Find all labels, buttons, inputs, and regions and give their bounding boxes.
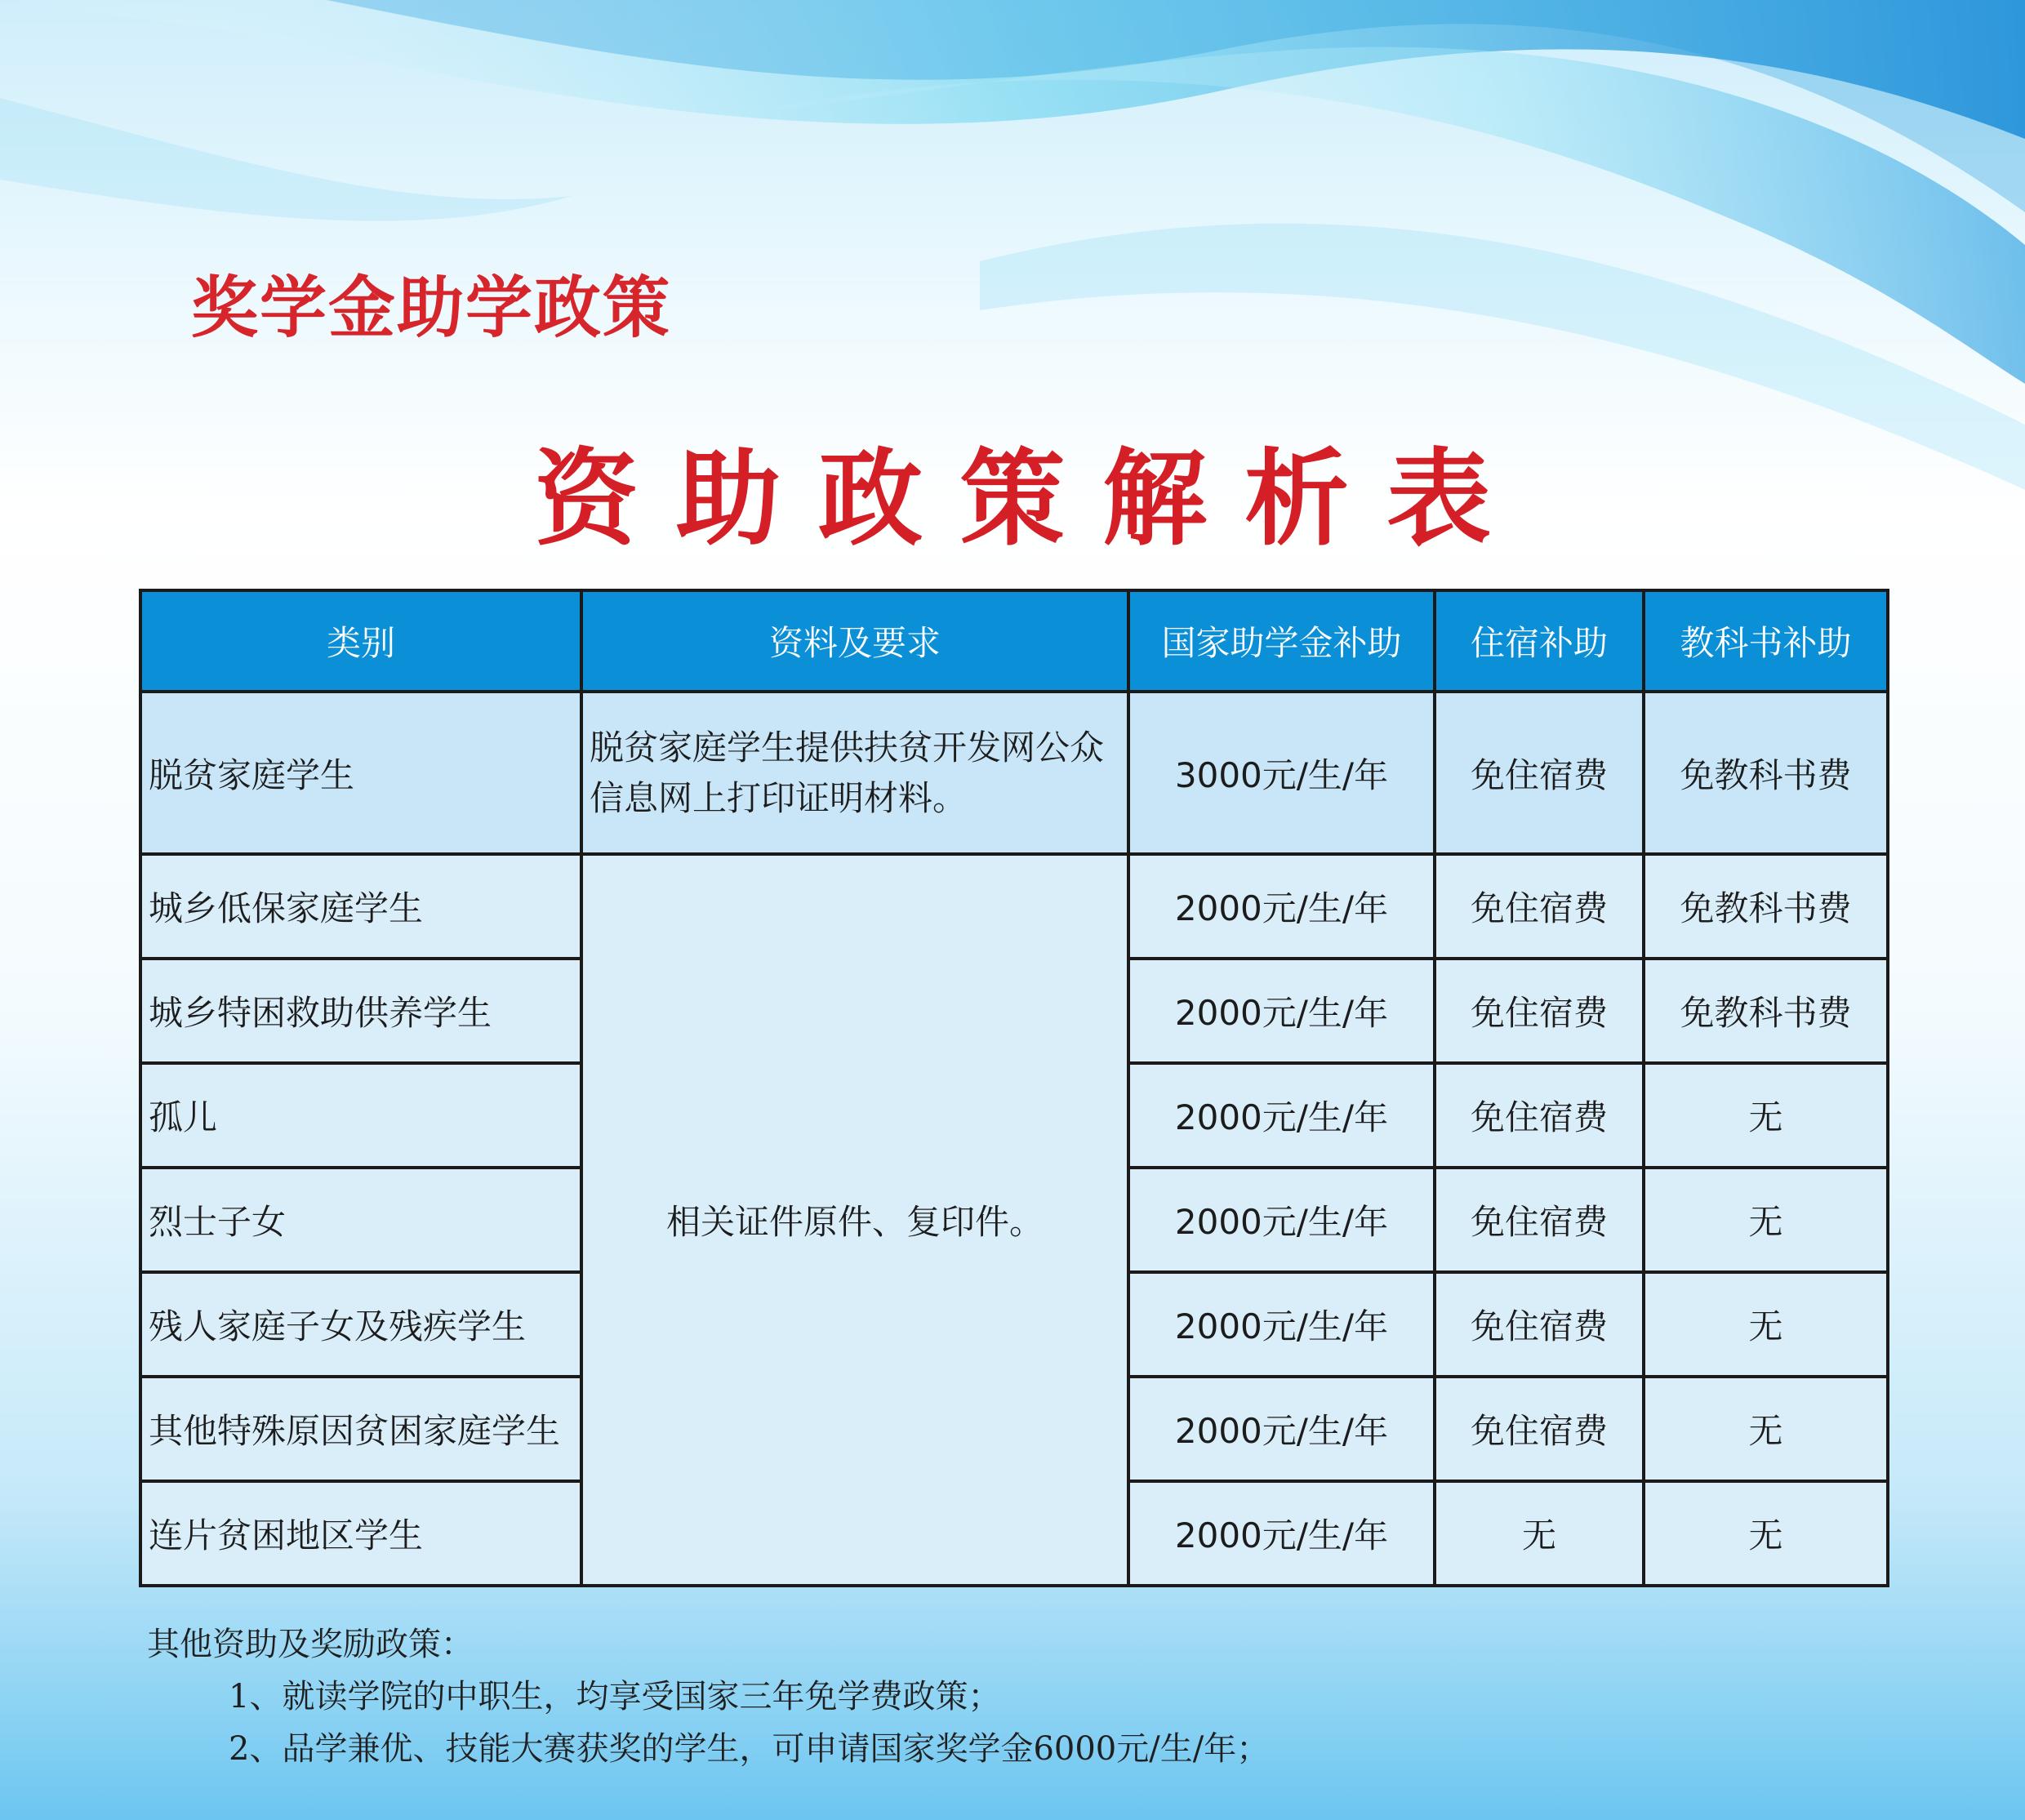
header-housing: 住宿补助 [1435, 590, 1644, 692]
cell-textbook: 无 [1644, 1481, 1888, 1586]
cell-textbook: 免教科书费 [1644, 854, 1888, 959]
note-item: 1、就读学院的中职生，均享受国家三年免学费政策； [229, 1678, 1001, 1715]
cell-textbook: 无 [1644, 1168, 1888, 1272]
cell-textbook: 无 [1644, 1272, 1888, 1377]
cell-category: 残人家庭子女及残疾学生 [140, 1272, 581, 1377]
cell-category: 孤儿 [140, 1063, 581, 1168]
cell-grant: 2000元/生/年 [1128, 1377, 1435, 1481]
cell-requirement: 脱贫家庭学生提供扶贫开发网公众信息网上打印证明材料。 [581, 692, 1128, 854]
header-category: 类别 [140, 590, 581, 692]
table-header-row [140, 590, 1888, 692]
note-item: 2、品学兼优、技能大赛获奖的学生，可申请国家奖学金6000元/生/年； [229, 1730, 1270, 1768]
cell-housing: 免住宿费 [1435, 1168, 1644, 1272]
cell-housing: 免住宿费 [1435, 854, 1644, 959]
cell-housing: 免住宿费 [1435, 1063, 1644, 1168]
table-row [140, 692, 1888, 854]
header-requirement: 资料及要求 [581, 590, 1128, 692]
cell-textbook: 免教科书费 [1644, 959, 1888, 1063]
cell-housing: 免住宿费 [1435, 959, 1644, 1063]
cell-textbook: 无 [1644, 1063, 1888, 1168]
cell-grant: 2000元/生/年 [1128, 1272, 1435, 1377]
cell-grant: 2000元/生/年 [1128, 854, 1435, 959]
cell-textbook: 无 [1644, 1377, 1888, 1481]
cell-category: 烈士子女 [140, 1168, 581, 1272]
cell-shared-requirement: 相关证件原件、复印件。 [581, 854, 1128, 1586]
header-grant: 国家助学金补助 [1128, 590, 1435, 692]
cell-grant: 2000元/生/年 [1128, 1063, 1435, 1168]
cell-grant: 2000元/生/年 [1128, 959, 1435, 1063]
cell-grant: 2000元/生/年 [1128, 1168, 1435, 1272]
cell-category: 脱贫家庭学生 [140, 692, 581, 854]
cell-category: 其他特殊原因贫困家庭学生 [140, 1377, 581, 1481]
cell-housing: 免住宿费 [1435, 1377, 1644, 1481]
subsidy-table [139, 589, 1889, 1587]
cell-grant: 2000元/生/年 [1128, 1481, 1435, 1586]
cell-grant: 3000元/生/年 [1128, 692, 1435, 854]
table-row [140, 854, 1888, 959]
cell-category: 连片贫困地区学生 [140, 1481, 581, 1586]
notes-section [147, 1618, 1269, 1775]
cell-textbook: 免教科书费 [1644, 692, 1888, 854]
policy-heading: 奖学金助学政策 [191, 269, 672, 347]
page-title: 资助政策解析表 [533, 438, 1529, 560]
cell-housing: 免住宿费 [1435, 692, 1644, 854]
cell-housing: 免住宿费 [1435, 1272, 1644, 1377]
header-textbook: 教科书补助 [1644, 590, 1888, 692]
cell-category: 城乡特困救助供养学生 [140, 959, 581, 1063]
cell-housing: 无 [1435, 1481, 1644, 1586]
cell-category: 城乡低保家庭学生 [140, 854, 581, 959]
notes-title: 其他资助及奖励政策： [147, 1626, 474, 1663]
